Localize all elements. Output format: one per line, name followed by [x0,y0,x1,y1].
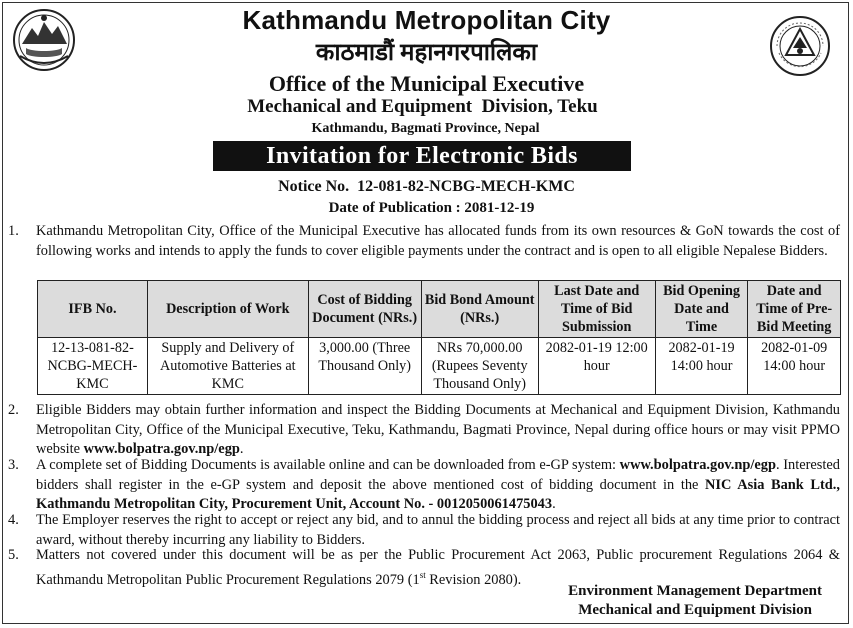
clause-1: 1. Kathmandu Metropolitan City, Office of the Municipal Executive has allocated funds from its own resources & GoN towards the cost of following works and intends to apply the funds to cover eligible payments under the contract and is open to all eligible Nepalese Bidders. [8,223,840,259]
table-cell: Supply and Delivery of Automotive Batteries at KMC [147,338,308,395]
table-cell: 3,000.00 (Three Thousand Only) [308,338,421,395]
table-cell: 2082-01-09 14:00 hour [748,338,841,395]
table-cell: 2082-01-19 12:00 hour [538,338,655,395]
table-header: Last Date and Time of Bid Submission [538,281,655,338]
city-name: Kathmandu Metropolitan City [242,5,611,35]
table-header: Description of Work [147,281,308,338]
table-header: IFB No. [38,281,148,338]
table-header: Bid Opening Date and Time [655,281,748,338]
signature-department: Environment Management Department [568,583,822,599]
table-header: Date and Time of Pre-Bid Meeting [748,281,841,338]
table-header-row [38,281,841,338]
table-header: Bid Bond Amount (NRs.) [421,281,538,338]
egp-link[interactable]: www.bolpatra.gov.np/egp [83,441,240,457]
city-name-nepali: काठमाडौं महानगरपालिका [315,40,538,66]
clause-3: 3. A complete set of Bidding Documents is available online and can be downloaded from e-GP system: www.bolpatra.gov.np/egp. Interested bidders shall register in the e-GP system and deposit the above mentioned cost of bidding document in the NIC Asia Bank Ltd., Kathmandu Metropolitan City, Procurement Unit, Account No. - 0012050061475043. [8,457,840,512]
bank-account: NIC Asia Bank Ltd., Kathmandu Metropolitan City, Procurement Unit, Account No. - 0012050061475043 [36,476,840,512]
notice-number: Notice No. 12-081-82-NCBG-MECH-KMC [278,178,575,195]
table-header: Cost of Bidding Document (NRs.) [308,281,421,338]
bids-table [37,280,841,395]
office-title: Office of the Municipal Executive [268,71,585,96]
clause-4: 4. The Employer reserves the right to accept or reject any bid, and to annul the bidding process and reject all bids at any time prior to contract award, without thereby incurring any liability to Bidders. [8,512,840,548]
egp-link[interactable]: www.bolpatra.gov.np/egp [619,457,777,473]
clause-2: 2. Eligible Bidders may obtain further information and inspect the Bidding Documents at Mechanical and Equipment Division, Kathmandu Metropolitan City, Office of the Municipal Executive, Teku, Kathmandu, Bagmati Province, Nepal during office hours or may visit PPMO website www.bolpatra.gov.np/egp. [8,402,840,457]
table-row [38,338,841,395]
division-title: Mechanical and Equipment Division, Teku [247,96,598,117]
table-cell: NRs 70,000.00 (Rupees Seventy Thousand Only) [421,338,538,395]
table-cell: 2082-01-19 14:00 hour [655,338,748,395]
publication-date: Date of Publication : 2081-12-19 [328,200,535,216]
notice-banner: Invitation for Electronic Bids [213,141,631,171]
clause-5: 5. Matters not covered under this document will be as per the Public Procurement Act 2063, Public procurement Regulations 2064 & Kathmandu Metropolitan Public Procurement Regulations 2079 (1st Revision 2080). [8,547,840,588]
table-cell: 12-13-081-82-NCBG-MECH-KMC [38,338,148,395]
address: Kathmandu, Bagmati Province, Nepal [311,121,540,136]
signature-division: Mechanical and Equipment Division [578,602,812,618]
